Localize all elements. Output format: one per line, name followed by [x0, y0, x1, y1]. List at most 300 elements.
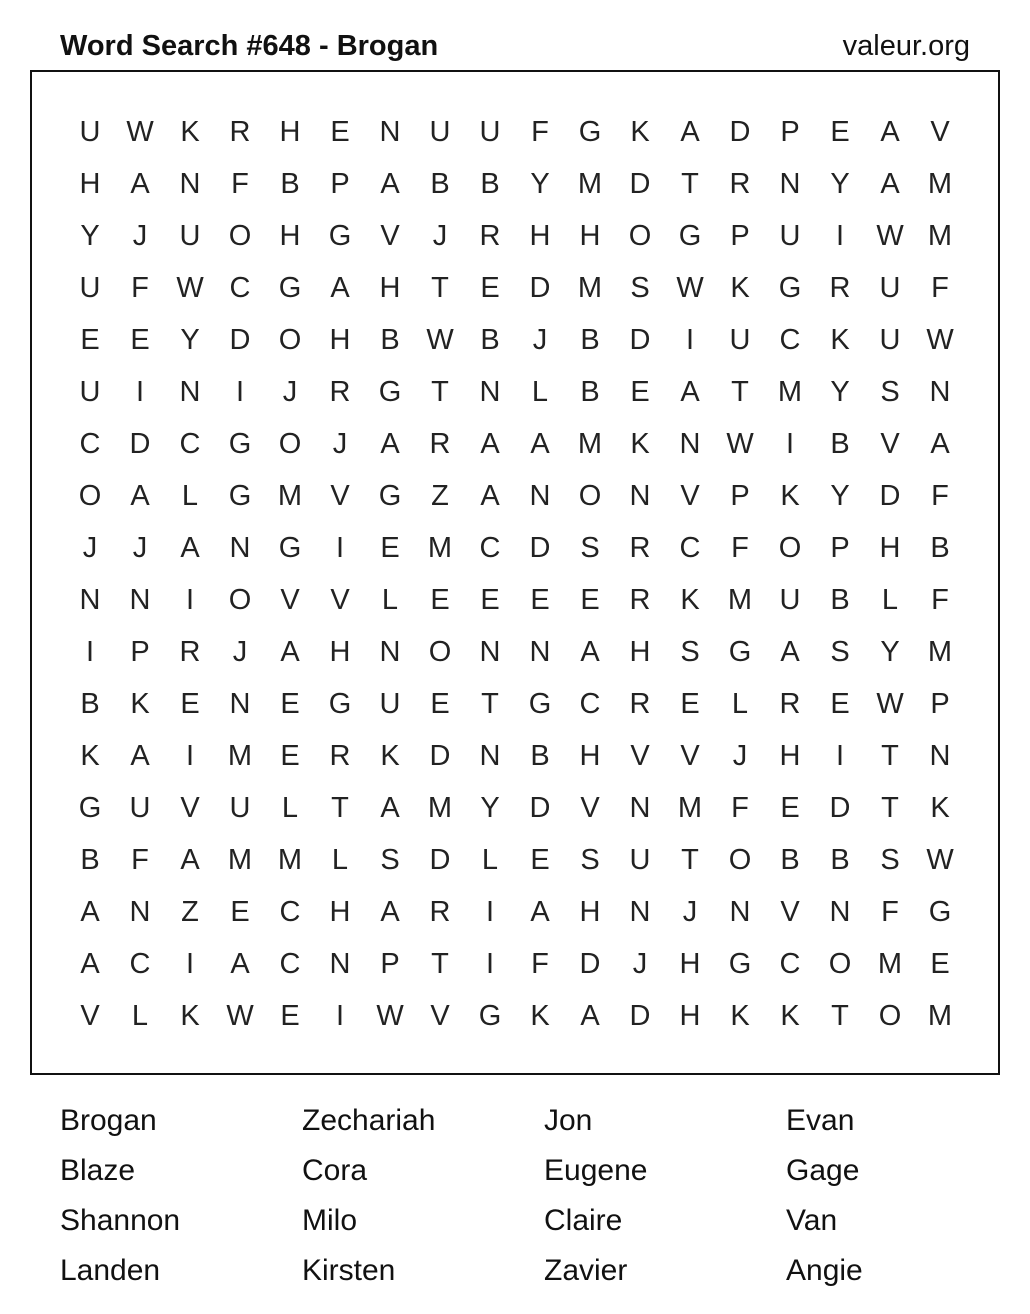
grid-letter[interactable]: F [881, 896, 899, 928]
grid-letter[interactable]: R [629, 688, 651, 720]
grid-letter[interactable]: N [479, 636, 501, 668]
grid-letter[interactable]: F [131, 272, 149, 304]
grid-letter[interactable]: B [530, 740, 550, 772]
grid-letter[interactable]: H [279, 220, 301, 252]
grid-letter[interactable]: N [529, 480, 551, 512]
grid-letter[interactable]: A [80, 948, 100, 980]
grid-letter[interactable]: U [379, 688, 401, 720]
grid-letter[interactable]: J [732, 740, 748, 772]
grid-letter[interactable]: R [179, 636, 201, 668]
grid-letter[interactable]: Y [830, 376, 850, 408]
grid-letter[interactable]: N [929, 740, 951, 772]
grid-letter[interactable]: J [232, 636, 248, 668]
grid-letter[interactable]: R [629, 532, 651, 564]
grid-letter[interactable]: S [880, 844, 900, 876]
grid-letter[interactable]: B [430, 168, 450, 200]
grid-letter[interactable]: H [629, 636, 651, 668]
grid-letter[interactable]: L [481, 844, 499, 876]
grid-letter[interactable]: Y [830, 480, 850, 512]
grid-letter[interactable]: U [129, 792, 151, 824]
grid-letter[interactable]: O [278, 428, 302, 460]
grid-letter[interactable]: C [279, 948, 301, 980]
grid-letter[interactable]: A [130, 480, 150, 512]
grid-letter[interactable]: M [227, 740, 253, 772]
grid-letter[interactable]: C [229, 272, 251, 304]
grid-letter[interactable]: M [427, 532, 453, 564]
grid-letter[interactable]: R [729, 168, 751, 200]
grid-letter[interactable]: R [429, 428, 451, 460]
grid-letter[interactable]: C [679, 532, 701, 564]
grid-letter[interactable]: E [80, 324, 100, 356]
grid-letter[interactable]: D [829, 792, 851, 824]
grid-letter[interactable]: T [431, 272, 449, 304]
grid-letter[interactable]: F [531, 948, 549, 980]
grid-letter[interactable]: M [927, 636, 953, 668]
grid-letter[interactable]: W [876, 220, 904, 252]
grid-letter[interactable]: G [278, 272, 302, 304]
grid-letter[interactable]: T [331, 792, 349, 824]
grid-letter[interactable]: J [432, 220, 448, 252]
grid-letter[interactable]: O [878, 1000, 902, 1032]
grid-letter[interactable]: M [727, 584, 753, 616]
grid-letter[interactable]: I [485, 948, 495, 980]
grid-letter[interactable]: T [681, 168, 699, 200]
grid-letter[interactable]: I [185, 584, 195, 616]
grid-letter[interactable]: M [927, 1000, 953, 1032]
grid-letter[interactable]: E [380, 532, 400, 564]
grid-letter[interactable]: I [85, 636, 95, 668]
grid-letter[interactable]: J [332, 428, 348, 460]
grid-letter[interactable]: Y [880, 636, 900, 668]
grid-letter[interactable]: N [929, 376, 951, 408]
grid-letter[interactable]: E [280, 1000, 300, 1032]
grid-letter[interactable]: W [376, 1000, 404, 1032]
grid-letter[interactable]: D [429, 844, 451, 876]
grid-letter[interactable]: F [931, 584, 949, 616]
grid-letter[interactable]: T [881, 792, 899, 824]
grid-letter[interactable]: D [529, 532, 551, 564]
grid-letter[interactable]: H [879, 532, 901, 564]
grid-letter[interactable]: B [480, 324, 500, 356]
grid-letter[interactable]: P [730, 220, 750, 252]
grid-letter[interactable]: R [779, 688, 801, 720]
grid-letter[interactable]: R [829, 272, 851, 304]
grid-letter[interactable]: E [530, 584, 550, 616]
grid-letter[interactable]: B [580, 324, 600, 356]
grid-letter[interactable]: P [130, 636, 150, 668]
grid-letter[interactable]: W [676, 272, 704, 304]
grid-letter[interactable]: G [328, 688, 352, 720]
grid-letter[interactable]: N [129, 896, 151, 928]
grid-letter[interactable]: A [180, 532, 200, 564]
grid-letter[interactable]: B [830, 844, 850, 876]
grid-letter[interactable]: E [480, 272, 500, 304]
grid-letter[interactable]: V [180, 792, 200, 824]
grid-letter[interactable]: H [379, 272, 401, 304]
grid-letter[interactable]: T [831, 1000, 849, 1032]
grid-letter[interactable]: C [779, 324, 801, 356]
grid-letter[interactable]: A [680, 116, 700, 148]
grid-letter[interactable]: L [531, 376, 549, 408]
grid-letter[interactable]: D [729, 116, 751, 148]
grid-letter[interactable]: H [679, 1000, 701, 1032]
grid-letter[interactable]: I [135, 376, 145, 408]
grid-letter[interactable]: F [931, 272, 949, 304]
grid-letter[interactable]: B [80, 844, 100, 876]
grid-letter[interactable]: U [79, 272, 101, 304]
grid-letter[interactable]: E [930, 948, 950, 980]
grid-letter[interactable]: K [630, 116, 650, 148]
grid-letter[interactable]: A [130, 168, 150, 200]
grid-letter[interactable]: O [578, 480, 602, 512]
grid-letter[interactable]: H [529, 220, 551, 252]
grid-letter[interactable]: C [579, 688, 601, 720]
grid-letter[interactable]: Z [431, 480, 449, 512]
grid-letter[interactable]: E [130, 324, 150, 356]
grid-letter[interactable]: N [629, 480, 651, 512]
grid-letter[interactable]: U [729, 324, 751, 356]
grid-letter[interactable]: O [428, 636, 452, 668]
grid-letter[interactable]: F [231, 168, 249, 200]
grid-letter[interactable]: N [829, 896, 851, 928]
grid-letter[interactable]: A [680, 376, 700, 408]
grid-letter[interactable]: U [629, 844, 651, 876]
grid-letter[interactable]: S [680, 636, 700, 668]
grid-letter[interactable]: A [530, 428, 550, 460]
grid-letter[interactable]: N [629, 896, 651, 928]
grid-letter[interactable]: V [680, 480, 700, 512]
grid-letter[interactable]: R [229, 116, 251, 148]
grid-letter[interactable]: A [580, 1000, 600, 1032]
grid-letter[interactable]: A [230, 948, 250, 980]
grid-letter[interactable]: C [779, 948, 801, 980]
grid-letter[interactable]: E [430, 688, 450, 720]
grid-letter[interactable]: K [180, 116, 200, 148]
grid-letter[interactable]: O [728, 844, 752, 876]
grid-letter[interactable]: U [79, 376, 101, 408]
grid-letter[interactable]: N [179, 168, 201, 200]
grid-letter[interactable]: V [680, 740, 700, 772]
grid-letter[interactable]: S [380, 844, 400, 876]
grid-letter[interactable]: I [785, 428, 795, 460]
grid-letter[interactable]: P [330, 168, 350, 200]
grid-letter[interactable]: N [229, 532, 251, 564]
grid-letter[interactable]: C [179, 428, 201, 460]
grid-letter[interactable]: N [329, 948, 351, 980]
grid-letter[interactable]: D [629, 324, 651, 356]
grid-letter[interactable]: K [680, 584, 700, 616]
grid-letter[interactable]: B [580, 376, 600, 408]
grid-letter[interactable]: K [780, 480, 800, 512]
grid-letter[interactable]: J [82, 532, 98, 564]
grid-letter[interactable]: N [779, 168, 801, 200]
grid-letter[interactable]: H [329, 324, 351, 356]
grid-letter[interactable]: W [876, 688, 904, 720]
grid-letter[interactable]: L [381, 584, 399, 616]
grid-letter[interactable]: V [380, 220, 400, 252]
grid-letter[interactable]: E [780, 792, 800, 824]
grid-letter[interactable]: O [228, 220, 252, 252]
grid-letter[interactable]: G [678, 220, 702, 252]
grid-letter[interactable]: H [329, 896, 351, 928]
grid-letter[interactable]: H [329, 636, 351, 668]
grid-letter[interactable]: R [479, 220, 501, 252]
grid-letter[interactable]: I [235, 376, 245, 408]
grid-letter[interactable]: C [479, 532, 501, 564]
grid-letter[interactable]: B [830, 428, 850, 460]
grid-letter[interactable]: K [530, 1000, 550, 1032]
grid-letter[interactable]: M [227, 844, 253, 876]
grid-letter[interactable]: I [335, 532, 345, 564]
grid-letter[interactable]: N [229, 688, 251, 720]
grid-letter[interactable]: A [580, 636, 600, 668]
grid-letter[interactable]: F [731, 532, 749, 564]
grid-letter[interactable]: V [80, 1000, 100, 1032]
grid-letter[interactable]: E [230, 896, 250, 928]
grid-letter[interactable]: E [830, 116, 850, 148]
grid-letter[interactable]: A [380, 792, 400, 824]
grid-letter[interactable]: C [279, 896, 301, 928]
grid-letter[interactable]: F [531, 116, 549, 148]
grid-letter[interactable]: D [629, 1000, 651, 1032]
grid-letter[interactable]: E [580, 584, 600, 616]
grid-letter[interactable]: D [879, 480, 901, 512]
grid-letter[interactable]: N [129, 584, 151, 616]
grid-letter[interactable]: K [130, 688, 150, 720]
grid-letter[interactable]: H [579, 220, 601, 252]
grid-letter[interactable]: A [330, 272, 350, 304]
grid-letter[interactable]: D [429, 740, 451, 772]
grid-letter[interactable]: K [380, 740, 400, 772]
grid-letter[interactable]: V [780, 896, 800, 928]
grid-letter[interactable]: A [880, 168, 900, 200]
grid-letter[interactable]: I [485, 896, 495, 928]
grid-letter[interactable]: D [529, 272, 551, 304]
grid-letter[interactable]: N [529, 636, 551, 668]
grid-letter[interactable]: V [430, 1000, 450, 1032]
grid-letter[interactable]: I [185, 740, 195, 772]
grid-letter[interactable]: E [480, 584, 500, 616]
grid-letter[interactable]: A [480, 480, 500, 512]
grid-letter[interactable]: F [131, 844, 149, 876]
grid-letter[interactable]: P [780, 116, 800, 148]
grid-letter[interactable]: M [777, 376, 803, 408]
grid-letter[interactable]: F [931, 480, 949, 512]
grid-letter[interactable]: P [380, 948, 400, 980]
grid-letter[interactable]: I [685, 324, 695, 356]
grid-letter[interactable]: U [429, 116, 451, 148]
grid-letter[interactable]: Y [480, 792, 500, 824]
grid-letter[interactable]: A [880, 116, 900, 148]
grid-letter[interactable]: J [132, 220, 148, 252]
grid-letter[interactable]: N [479, 376, 501, 408]
grid-letter[interactable]: I [835, 740, 845, 772]
grid-letter[interactable]: O [228, 584, 252, 616]
grid-letter[interactable]: T [431, 948, 449, 980]
grid-letter[interactable]: R [329, 376, 351, 408]
grid-letter[interactable]: E [530, 844, 550, 876]
grid-letter[interactable]: G [778, 272, 802, 304]
grid-letter[interactable]: B [380, 324, 400, 356]
grid-letter[interactable]: E [180, 688, 200, 720]
grid-letter[interactable]: G [928, 896, 952, 928]
grid-letter[interactable]: N [179, 376, 201, 408]
grid-letter[interactable]: W [926, 844, 954, 876]
grid-letter[interactable]: P [930, 688, 950, 720]
grid-letter[interactable]: O [628, 220, 652, 252]
grid-letter[interactable]: M [927, 168, 953, 200]
grid-letter[interactable]: Y [80, 220, 100, 252]
grid-letter[interactable]: A [80, 896, 100, 928]
grid-letter[interactable]: R [629, 584, 651, 616]
grid-letter[interactable]: M [427, 792, 453, 824]
grid-letter[interactable]: W [426, 324, 454, 356]
grid-letter[interactable]: A [180, 844, 200, 876]
grid-letter[interactable]: W [926, 324, 954, 356]
grid-letter[interactable]: V [280, 584, 300, 616]
grid-letter[interactable]: S [830, 636, 850, 668]
grid-letter[interactable]: M [577, 428, 603, 460]
grid-letter[interactable]: E [680, 688, 700, 720]
grid-letter[interactable]: D [529, 792, 551, 824]
grid-letter[interactable]: B [780, 844, 800, 876]
grid-letter[interactable]: U [79, 116, 101, 148]
grid-letter[interactable]: M [927, 220, 953, 252]
grid-letter[interactable]: G [578, 116, 602, 148]
grid-letter[interactable]: O [778, 532, 802, 564]
grid-letter[interactable]: G [78, 792, 102, 824]
grid-letter[interactable]: L [881, 584, 899, 616]
grid-letter[interactable]: B [80, 688, 100, 720]
grid-letter[interactable]: O [78, 480, 102, 512]
grid-letter[interactable]: M [677, 792, 703, 824]
grid-letter[interactable]: N [679, 428, 701, 460]
grid-letter[interactable]: H [779, 740, 801, 772]
grid-letter[interactable]: O [828, 948, 852, 980]
grid-letter[interactable]: E [830, 688, 850, 720]
grid-letter[interactable]: B [830, 584, 850, 616]
grid-letter[interactable]: L [181, 480, 199, 512]
grid-letter[interactable]: Z [181, 896, 199, 928]
grid-letter[interactable]: V [580, 792, 600, 824]
grid-letter[interactable]: N [629, 792, 651, 824]
grid-letter[interactable]: U [779, 220, 801, 252]
grid-letter[interactable]: O [278, 324, 302, 356]
grid-letter[interactable]: U [879, 272, 901, 304]
grid-letter[interactable]: G [228, 428, 252, 460]
grid-letter[interactable]: N [79, 584, 101, 616]
grid-letter[interactable]: H [279, 116, 301, 148]
grid-letter[interactable]: D [579, 948, 601, 980]
grid-letter[interactable]: P [730, 480, 750, 512]
grid-letter[interactable]: K [80, 740, 100, 772]
grid-letter[interactable]: C [129, 948, 151, 980]
grid-letter[interactable]: G [278, 532, 302, 564]
grid-letter[interactable]: J [282, 376, 298, 408]
grid-letter[interactable]: J [532, 324, 548, 356]
grid-letter[interactable]: V [930, 116, 950, 148]
grid-letter[interactable]: Y [180, 324, 200, 356]
grid-letter[interactable]: P [830, 532, 850, 564]
grid-letter[interactable]: V [630, 740, 650, 772]
grid-letter[interactable]: J [682, 896, 698, 928]
grid-letter[interactable]: V [330, 480, 350, 512]
grid-letter[interactable]: V [330, 584, 350, 616]
grid-letter[interactable]: T [881, 740, 899, 772]
grid-letter[interactable]: G [228, 480, 252, 512]
grid-letter[interactable]: E [330, 116, 350, 148]
grid-letter[interactable]: A [130, 740, 150, 772]
grid-letter[interactable]: A [480, 428, 500, 460]
grid-letter[interactable]: I [335, 1000, 345, 1032]
grid-letter[interactable]: H [679, 948, 701, 980]
grid-letter[interactable]: J [632, 948, 648, 980]
grid-letter[interactable]: K [730, 1000, 750, 1032]
grid-letter[interactable]: N [379, 116, 401, 148]
grid-letter[interactable]: K [180, 1000, 200, 1032]
grid-letter[interactable]: M [577, 168, 603, 200]
grid-letter[interactable]: M [877, 948, 903, 980]
grid-letter[interactable]: A [380, 168, 400, 200]
grid-letter[interactable]: S [580, 844, 600, 876]
grid-letter[interactable]: A [930, 428, 950, 460]
grid-letter[interactable]: K [730, 272, 750, 304]
grid-letter[interactable]: T [681, 844, 699, 876]
grid-letter[interactable]: Y [530, 168, 550, 200]
grid-letter[interactable]: U [179, 220, 201, 252]
grid-letter[interactable]: G [728, 948, 752, 980]
grid-letter[interactable]: U [879, 324, 901, 356]
grid-letter[interactable]: L [281, 792, 299, 824]
grid-letter[interactable]: A [530, 896, 550, 928]
grid-letter[interactable]: K [930, 792, 950, 824]
grid-letter[interactable]: G [378, 480, 402, 512]
grid-letter[interactable]: D [629, 168, 651, 200]
grid-letter[interactable]: M [277, 480, 303, 512]
grid-letter[interactable]: W [126, 116, 154, 148]
grid-letter[interactable]: N [479, 740, 501, 772]
grid-letter[interactable]: B [480, 168, 500, 200]
grid-letter[interactable]: K [780, 1000, 800, 1032]
grid-letter[interactable]: E [630, 376, 650, 408]
grid-letter[interactable]: W [726, 428, 754, 460]
grid-letter[interactable]: J [132, 532, 148, 564]
grid-letter[interactable]: S [580, 532, 600, 564]
grid-letter[interactable]: E [280, 740, 300, 772]
grid-letter[interactable]: A [280, 636, 300, 668]
grid-letter[interactable]: R [329, 740, 351, 772]
grid-letter[interactable]: G [378, 376, 402, 408]
grid-letter[interactable]: C [79, 428, 101, 460]
grid-letter[interactable]: Y [830, 168, 850, 200]
grid-letter[interactable]: N [379, 636, 401, 668]
grid-letter[interactable]: E [430, 584, 450, 616]
grid-letter[interactable]: S [880, 376, 900, 408]
grid-letter[interactable]: I [185, 948, 195, 980]
grid-letter[interactable]: U [779, 584, 801, 616]
grid-letter[interactable]: T [731, 376, 749, 408]
grid-letter[interactable]: F [731, 792, 749, 824]
grid-letter[interactable]: G [728, 636, 752, 668]
grid-letter[interactable]: A [380, 896, 400, 928]
grid-letter[interactable]: K [830, 324, 850, 356]
grid-letter[interactable]: G [478, 1000, 502, 1032]
grid-letter[interactable]: A [780, 636, 800, 668]
grid-letter[interactable]: T [431, 376, 449, 408]
grid-letter[interactable]: H [579, 896, 601, 928]
grid-letter[interactable]: K [630, 428, 650, 460]
grid-letter[interactable]: B [930, 532, 950, 564]
